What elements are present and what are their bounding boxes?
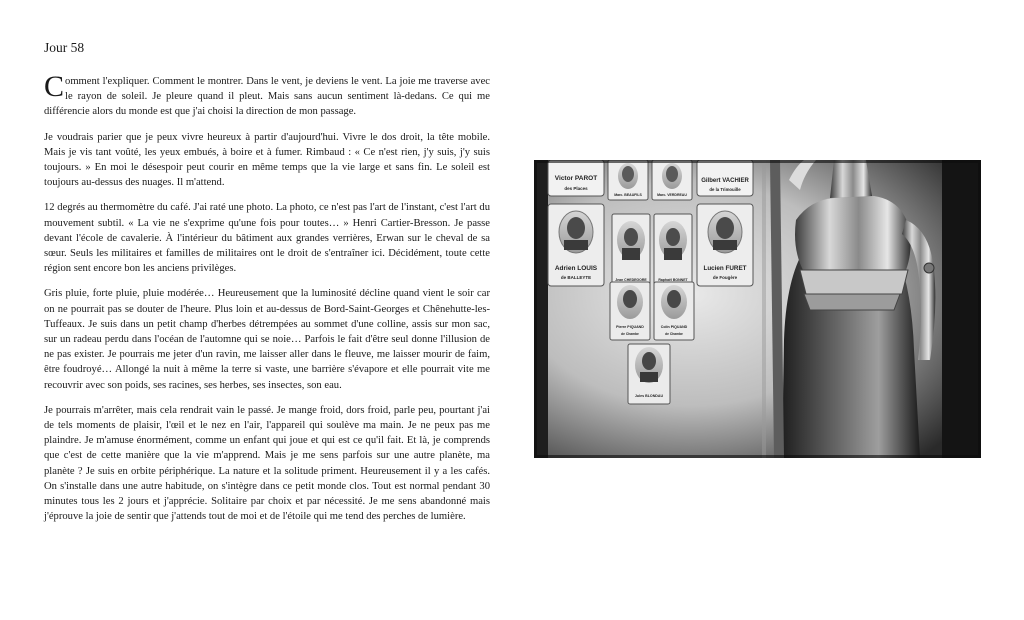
svg-text:de BALLEYTE: de BALLEYTE (560, 275, 592, 280)
paragraph-3: 12 degrés au thermomètre du café. J'ai raté une photo. La photo, ce n'est pas l'art de l'instant, c'est l'art du mouvement subtil. « La vie ne s'exprime qu'une fois pour toutes… » Henri Cartier-Bresson. Je passe devant l'école de cavalerie. À l'intérieur du bâtiment aux grandes verrières, Erwan sur le cheval de sa sœur. Seuls les militaires et familles de militaires ont le droit de s'entraîner ici. Décidément, toute cette région sent encore bon les anciens privilèges. (44, 202, 490, 275)
svg-text:de Chambe: de Chambe (621, 332, 639, 336)
memorial-plaque-row-4 (628, 344, 670, 404)
journal-page (44, 40, 490, 534)
svg-text:de Fougère: de Fougère (712, 275, 738, 280)
drop-cap: C (44, 70, 65, 103)
svg-text:Gilbert VACHIER: Gilbert VACHIER (701, 178, 749, 184)
svg-text:Marc. VERDREAU: Marc. VERDREAU (657, 193, 687, 197)
paragraph-2: Je voudrais parier que je peux vivre heureux à partir d'aujourd'hui. Vivre le dos droit, la tête mobile. Mais je vis tant voûté, les yeux embués, à boire et à fumer. Rimbaud : « Ce n'est rien, j'y suis, j'y suis toujours. » En moi le désespoir peut courir en même temps que la vie large et sans fin. Le soleil est toujours au-dessus des nuages. Il m'attend. (44, 131, 490, 189)
paragraph-5: Je pourrais m'arrêter, mais cela rendrait vain le passé. Je mange froid, dors froid, parle peu, pourtant j'ai de tels moments de plaisir, l'œil et le nez en l'air, l'appareil qui soulève ma main. Je ne peux pas me plaindre. Je m'amuse énormément, comme un enfant qui joue et qui est ce qu'il fait. Et là, je comprends que c'est de cette manière que la vie m'apprend. Mais je me sens parfois sur une autre planète, ma planète ? Je suis en orbite périphérique. La nature et la solitude priment. Heureusement il y a les cafés. On s'installe dans une autre habitude, on s'intègre dans ce petit monde clos. Tout est normal pendant 30 minutes tous les 2 jours et j'apprécie. Solitaire par choix et par nécessité. Je me sens abandonné mais j'éprouve la joie de sentir que j'attends tout de moi et de l'étoile qui me tend des perches de lumière. (44, 404, 490, 523)
svg-text:Raphaël BONNET: Raphaël BONNET (658, 278, 688, 282)
svg-text:Jean CHEDEGORE: Jean CHEDEGORE (615, 278, 647, 282)
svg-text:de la Trimouille: de la Trimouille (709, 187, 741, 192)
svg-text:Adrien LOUIS: Adrien LOUIS (554, 265, 598, 272)
svg-text:Victor PAROT: Victor PAROT (554, 175, 598, 182)
memorial-photograph (534, 160, 981, 458)
svg-text:des Places: des Places (564, 186, 588, 191)
memorial-plaque-row-2 (548, 204, 753, 290)
svg-text:de Chambe: de Chambe (665, 332, 683, 336)
svg-text:Marc. BEAUFILS: Marc. BEAUFILS (614, 193, 642, 197)
paragraph-1 (44, 70, 490, 120)
paragraph-4: Gris pluie, forte pluie, pluie modérée… Heureusement que la luminosité décline quand vient le soir car on ne pourrait pas se douter de l'heure. Plus loin et au-dessus de Bord-Saint-Georges et Chênehutte-les-Tuffeaux. Je suis dans un petit champ d'herbes détrempées au sommet d'une colline, assis sur mon sac, sur un radeau perdu dans l'océan de l'automne qui se noie… Parfois le fait d'être seul donne l'illusion de ne pas exister. Je pourrais me jeter d'un ravin, me laisser aller dans le fleuve, me laisser mourir de faim, être foudroyé… Allongé la nuit à même la terre si vaste, une barrière s'évapore et elle pourrait vite me recouvrir avec son poids, ses racines, ses herbes, ses insectes, son eau. (44, 288, 490, 391)
svg-text:Colin PIQUAND: Colin PIQUAND (660, 325, 688, 329)
paragraph-1-text: omment l'expliquer. Comment le montrer. Dans le vent, je deviens le vent. La joie me traverse avec le rayon de soleil. Je pleure quand il pleut. Mais sans aucun sentiment là-dedans. Ce qui me différencie alors du monde est que j'ai choisi la direction de mon passage. (44, 76, 490, 118)
svg-text:Pierre PIQUAND: Pierre PIQUAND (616, 325, 644, 329)
day-title: Jour 58 (44, 40, 85, 55)
svg-text:Jules BLONDAU: Jules BLONDAU (634, 394, 664, 398)
svg-text:Lucien FURET: Lucien FURET (703, 265, 747, 272)
